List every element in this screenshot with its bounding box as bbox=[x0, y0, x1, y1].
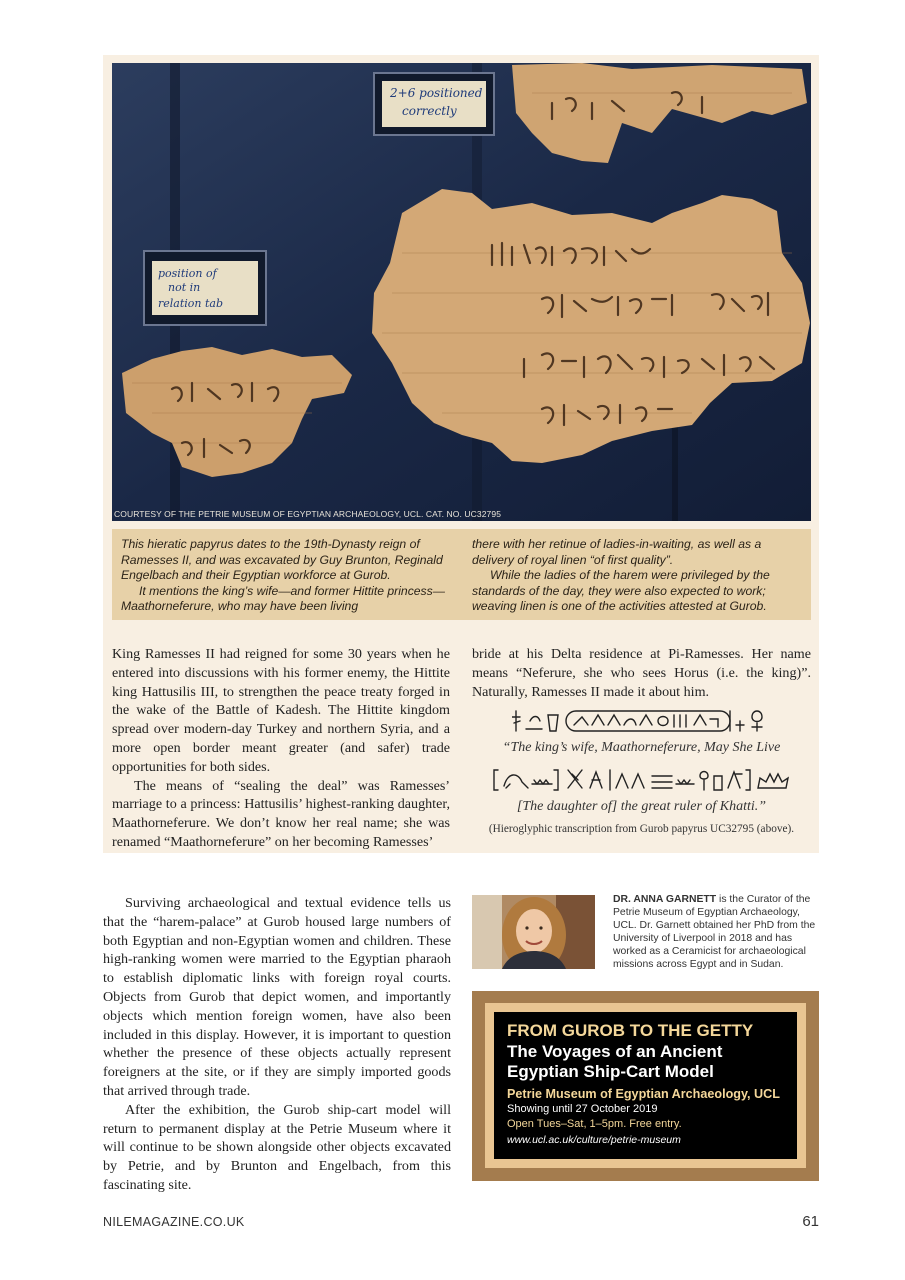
promo-venue: Petrie Museum of Egyptian Archaeology, UCL bbox=[507, 1087, 780, 1101]
article-paragraph-4: After the exhibition, the Gurob ship-cart model will return to permanent display at the Petrie Museum where it will continue to be shown alongside other objects excavated by Petrie, and by Brunton and Engelbach, from this fascinating site. bbox=[103, 1101, 451, 1193]
caption-paragraph-2-cont: there with her retinue of ladies-in-waiting, as well as a delivery of royal linen “of first quality”. bbox=[472, 537, 762, 567]
article-column-b bbox=[472, 645, 811, 701]
promo-dates: Showing until 27 October 2019 bbox=[507, 1103, 658, 1115]
caption-paragraph-1: This hieratic papyrus dates to the 19th-Dynasty reign of Ramesses II, and was excavated by Guy Brunton, Reginald Engelbach and their Egyptian workforce at Gurob. bbox=[121, 537, 443, 583]
author-photo bbox=[472, 895, 595, 969]
author-bio-text: is the Curator of the Petrie Museum of Egyptian Archaeology, UCL. Dr. Garnett obtained her PhD from the University of Liverpool in 2018 and has worked as a Ceramicist for archaeological missions across Egypt and in Sudan. bbox=[613, 894, 816, 970]
hieroglyph-note: (Hieroglyphic transcription from Gurob papyrus UC32795 (above). bbox=[488, 823, 795, 835]
promo-hours: Open Tues–Sat, 1–5pm. Free entry. bbox=[507, 1118, 682, 1130]
hieroglyph-caption-2: [The daughter of] the great ruler of Khatti.” bbox=[516, 799, 767, 814]
article-paragraph-3: Surviving archaeological and textual evidence tells us that the “harem-palace” at Gurob housed large numbers of both Egyptian and non-Egyptian women and children. These high-ranking women were married to the Egyptian pharaoh to establish diplomatic links with foreign royal courts. Objects from Gurob that depict women, and importantly objects which mention foreign women, have also been included in this display. However, it is important to question whether the presence of these objects actually represent foreigners at the site, or if they are simply imported goods that arrived through trade. bbox=[103, 895, 451, 1099]
article-column-a bbox=[112, 645, 450, 852]
promo-kicker: FROM GUROB TO THE GETTY bbox=[507, 1021, 754, 1040]
label-left-line1: position of bbox=[158, 267, 217, 280]
author-name: DR. ANNA GARNETT bbox=[613, 894, 717, 905]
caption-paragraph-3: While the ladies of the harem were privileged by the standards of the day, they were also expected to work; weaving linen is one of the activities attested at Gurob. bbox=[472, 568, 770, 614]
article-paragraph-2-cont: bride at his Delta residence at Pi-Ramesses. Her name means “Neferure, she who sees Horus (i.e. the king)”. Naturally, Ramesses II made it about him. bbox=[472, 646, 811, 700]
caption-paragraph-2: It mentions the king’s wife—and former Hittite princess—Maathorneferure, who may have been living bbox=[121, 583, 445, 614]
article-column-c bbox=[103, 894, 451, 1195]
hieroglyph-caption-1: “The king’s wife, Maathorneferure, May She Live bbox=[502, 740, 781, 755]
hieroglyph-line-1 bbox=[472, 707, 811, 735]
label-top-line1: 2+6 positioned bbox=[390, 86, 483, 100]
caption-left-column bbox=[121, 537, 451, 615]
photo-credit: COURTESY OF THE PETRIE MUSEUM OF EGYPTIAN ARCHAEOLOGY, UCL. CAT. NO. UC32795 bbox=[114, 509, 502, 519]
label-left-line2: not in bbox=[168, 281, 201, 294]
page-number: 61 bbox=[802, 1213, 819, 1230]
author-bio bbox=[613, 894, 819, 971]
caption-right-column bbox=[472, 537, 802, 615]
hieroglyph-line-2 bbox=[472, 766, 811, 794]
label-left-line3: relation tab bbox=[158, 297, 224, 310]
article-paragraph-1: King Ramesses II had reigned for some 30 years when he entered into discussions with his former enemy, the Hittite king Hattusilis III, to strengthen the peace treaty forged in the wake of the Battle of Kadesh. The Hittite kingdom spread over modern-day Turkey and northern Syria, and a more open border meant greater (and safer) trade opportunities for both sides. bbox=[112, 646, 450, 775]
promo-title: The Voyages of an Ancient Egyptian Ship-Cart Model bbox=[507, 1042, 723, 1081]
footer-site: NILEMAGAZINE.CO.UK bbox=[103, 1215, 245, 1229]
label-top-line2: correctly bbox=[402, 104, 457, 118]
exhibition-promo bbox=[507, 1020, 792, 1146]
promo-url-link[interactable]: www.ucl.ac.uk/culture/petrie-museum bbox=[507, 1134, 681, 1146]
article-paragraph-2: The means of “sealing the deal” was Ramesses’ marriage to a princess: Hattusilis’ highest-ranking daughter, Maathorneferure. We don’t know her real name; she was renamed “Maathorneferure” on her becoming Ramesses’ bbox=[112, 777, 450, 850]
papyrus-photo bbox=[112, 63, 811, 521]
